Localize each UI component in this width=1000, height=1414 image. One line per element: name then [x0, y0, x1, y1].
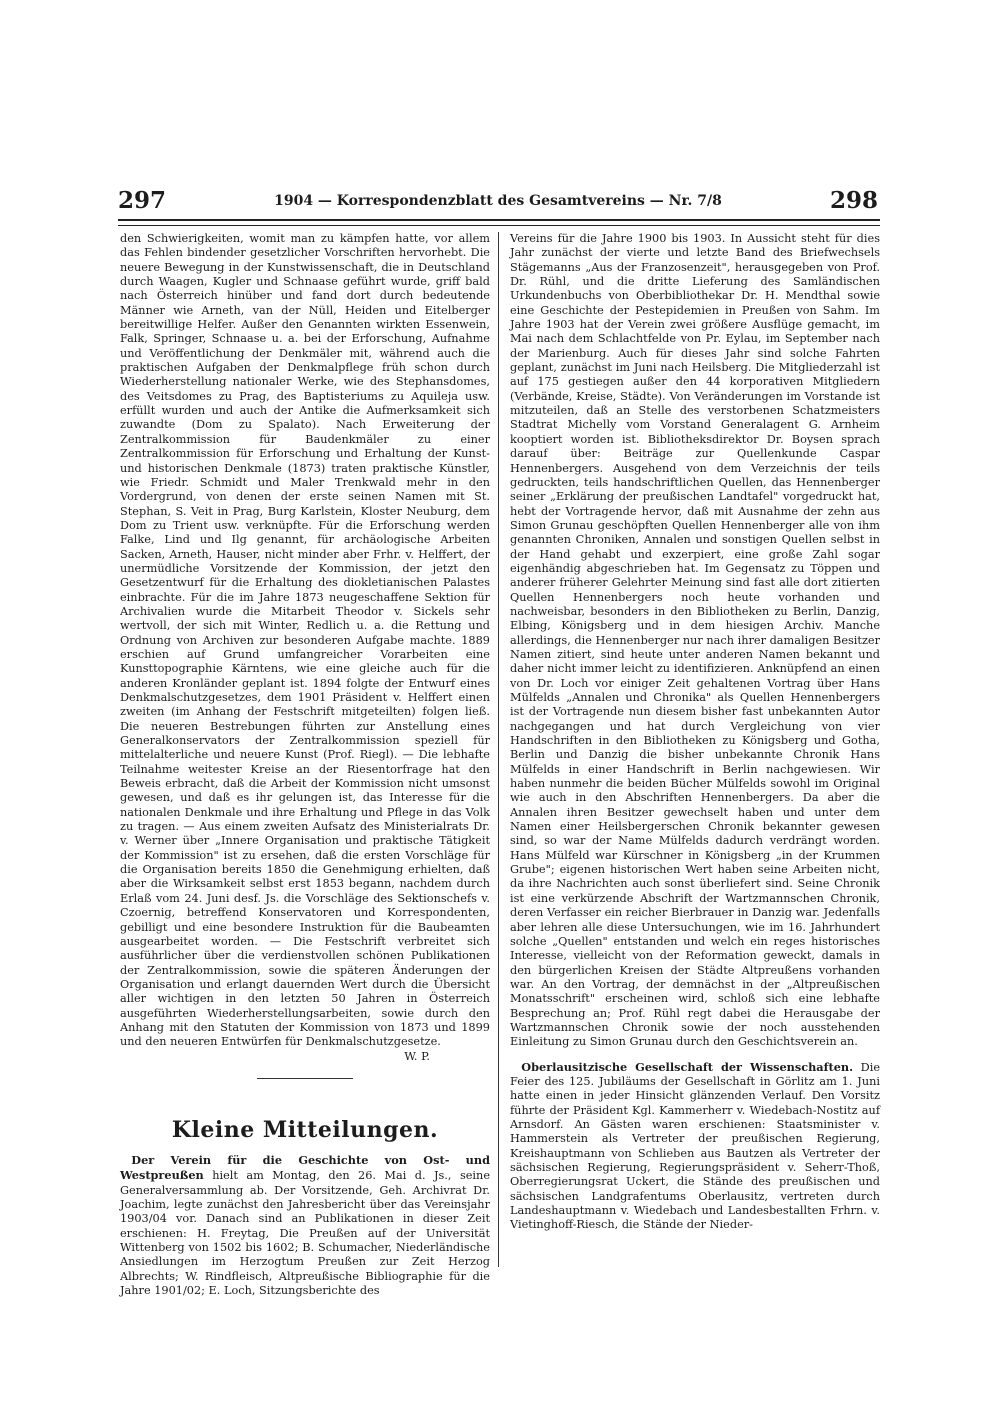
paragraph-gap: [510, 1050, 880, 1060]
paragraph-verein-ost-westpreussen: [120, 1153, 490, 1298]
page-header: [118, 188, 878, 214]
section-separator-rule: [257, 1078, 353, 1079]
section-heading: Kleine Mitteilungen.: [171, 1116, 439, 1143]
paragraph-body: hielt am Montag, den 26. Mai d. Js., seine Generalversammlung ab. Der Vorsitzende, Geh. Archivrat Dr. Joachim, legte zunächst den Jahresbericht über das Vereinsjahr 1903/04 vor. Danach sind an Publikationen in dieser Zeit erschienen: H. Freytag, Die Preußen auf der Universität Wittenberg von 1502 bis 1602; B. Schumacher, Niederländische Ansiedlungen im Herzogtum Preußen zur Zeit Herzog Albrechts; W. Rindfleisch, Altpreußische Bibliographie für die Jahre 1901/02; E. Loch, Sitzungsberichte des: [120, 1169, 491, 1298]
running-header-title: 1904 — Korrespondenzblatt des Gesamtvereins — Nr. 7/8: [274, 193, 722, 209]
column-divider: [498, 232, 499, 1267]
paragraph-lead: Oberlausitzische Gesellschaft der Wissenschaften.: [521, 1059, 854, 1074]
page-number-left: 297: [118, 187, 167, 214]
page-number-right: 298: [829, 187, 878, 214]
paragraph-verein-continuation: Vereins für die Jahre 1900 bis 1903. In Aussicht steht für dies Jahr zunächst der vierte und letzte Band des Briefwechsels Stägemanns „Aus der Franzosenzeit", herausgegeben von Prof. Dr. Rühl, und die dritte Lieferung des Samländischen Urkundenbuchs von Oberbibliothekar Dr. H. Mendthal sowie eine Geschichte der Pestepidemien in Preußen von Sahm. Im Jahre 1903 hat der Verein zwei größere Ausflüge gemacht, im Mai nach dem Schlachtfelde von Pr. Eylau, im September nach der Marienburg. Auch für dieses Jahr sind solche Fahrten geplant, zunächst im Juni nach Heilsberg. Die Mitgliederzahl ist auf 175 gestiegen außer den 44 korporativen Mitgliedern (Verbände, Kreise, Städte). Von Veränderungen im Vorstande ist mitzuteilen, daß an Stelle des verstorbenen Schatzmeisters Stadtrat Michelly vom Vorstand Generalagent G. Arnheim kooptiert worden ist. Bibliotheksdirektor Dr. Boysen sprach darauf über: Beiträge zur Quellenkunde Caspar Hennenbergers. Ausgehend von dem Verzeichnis der teils gedruckten, teils handschriftlichen Quellen, das Hennenberger seiner „Erklärung der preußischen Landtafel" vorgedruckt hat, hebt der Vortragende hervor, daß mit Ausnahme der zehn aus Simon Grunau geschöpften Quellen Hennenberger alle von ihm genannten Chroniken, Annalen und sonstigen Quellen selbst in der Hand gehabt und exzerpiert, eine große Zahl sogar eigenhändig abgeschrieben hat. Im Gegensatz zu Töppen und anderer früherer Gelehrter Meinung sind fast alle dort zitierten Quellen Hennenbergers noch heute vorhanden und nachweisbar, besonders in den Bibliotheken zu Berlin, Danzig, Elbing, Königsberg und in dem hiesigen Archiv. Manche allerdings, die Hennenberger nur nach ihrer damaligen Besitzer Namen zitiert, sind heute unter anderen Namen bekannt und daher nicht immer leicht zu identifizieren. Anknüpfend an einen von Dr. Loch vor einiger Zeit gehaltenen Vortrag über Hans Mülfelds „Annalen und Chronika" als Quellen Hennenbergers ist der Vortragende nun diesem bisher fast unbekannten Autor nachgegangen und hat durch Vergleichung von vier Handschriften in den Bibliotheken zu Königsberg und Gotha, Berlin und Danzig die bisher unbekannte Chronik Hans Mülfelds in einer Handschrift in Berlin nachgewiesen. Wir haben nunmehr die beiden Bücher Mülfelds sowohl im Original wie auch in den Abschriften Hennenbergers. Da aber die Annalen ihren Besitzer gewechselt haben und unter dem Namen einer Heilsbergerschen Chronik bekannter gewesen sind, so war der Name Mülfelds dadurch verdrängt worden. Hans Mülfeld war Kürschner in Königsberg „in der Krummen Grube"; eigenen historischen Wert haben seine Arbeiten nicht, da ihre Nachrichten auch sonst überliefert sind. Seine Chronik ist eine verkürzende Abschrift der Wartzmannschen Chronik, deren Verfasser ein reicher Bierbrauer in Danzig war. Jedenfalls aber lehren alle diese Untersuchungen, wie im 16. Jahrhundert solche „Quellen" entstanden und welch ein reges historisches Interesse, vielleicht von der Reformation geweckt, damals in den bürgerlichen Kreisen der Städte Altpreußens vorhanden war. An den Vortrag, der demnächst in der „Altpreußischen Monatsschrift" erscheinen wird, schloß sich eine lebhafte Besprechung an; Prof. Rühl regt dabei die Herausgabe der Wartzmannschen Chronik sowie der noch ausstehenden Einleitung zu Simon Grunau durch den Geschichtsverein an.: [510, 232, 880, 1049]
paragraph-body: Die Feier des 125. Jubiläums der Gesellschaft in Görlitz am 1. Juni hatte einen in jeder Hinsicht glänzenden Verlauf. Den Vorsitz führte der Präsident Kgl. Kammerherr v. Wiedebach-Nostitz auf Arnsdorf. An Gästen waren erschienen: Staatsminister v. Hammerstein als Vertreter der preußischen Regierung, Kreishauptmann von Schlieben aus Bautzen als Vertreter der sächsischen Regierung, Regierungspräsident v. Seherr-Thoß, Oberregierungsrat Uckert, die Stände des preußischen und sächsischen Landgrafentums Oberlausitz, vertreten durch Landeshauptmann v. Wiedebach und Landesbestallten Frhrn. v. Vietinghoff-Riesch, die Stände der Nieder-: [510, 1060, 881, 1232]
paragraph-oberlausitz: [510, 1060, 880, 1233]
author-signature: W. P.: [404, 1049, 430, 1063]
paragraph-review-continuation: den Schwierigkeiten, womit man zu kämpfen hatte, vor allem das Fehlen bindender gesetzlicher Vorschriften hervorhebt. Die neuere Bewegung in der Kunstwissenschaft, die in Deutschland durch Waagen, Kugler und Schnaase geführt wurde, griff bald nach Österreich hinüber und fand dort durch bedeutende Männer wie Arneth, van der Nüll, Heiden und Eitelberger bereitwillige Helfer. Außer den Genannten wirkten Essenwein, Falk, Springer, Schnaase u. a. bei der Erforschung, Aufnahme und Veröffentlichung der Denkmäler mit, während auch die praktischen Aufgaben der Denkmalpflege früh schon durch Wiederherstellung nationaler Werke, wie des Stephansdomes, des Veitsdomes zu Prag, des Baptisteriums zu Aquileja usw. erfüllt wurden und auch der Antike die Aufmerksamkeit sich zuwandte (Dom zu Spalato). Nach Erweiterung der Zentralkommission für Baudenkmäler zu einer Zentralkommission für Erforschung und Erhaltung der Kunst- und historischen Denkmale (1873) traten praktische Künstler, wie Friedr. Schmidt und Maler Trenkwald mehr in den Vordergrund, von denen der erste seinen Namen mit St. Stephan, S. Veit in Prag, Burg Karlstein, Kloster Neuburg, dem Dom zu Trient usw. verknüpfte. Für die Erforschung werden Falke, Lind und Ilg genannt, für archäologische Arbeiten Sacken, Arneth, Hauser, nicht minder aber Frhr. v. Helffert, der unermüdliche Vorsitzende der Kommission, der jetzt den Gesetzentwurf für die Erhaltung des diokletianischen Palastes einbrachte. Für die im Jahre 1873 neugeschaffene Sektion für Archivalien wurde die Mitarbeit Theodor v. Sickels sehr wertvoll, der sich mit Winter, Redlich u. a. die Rettung und Ordnung von Archiven zur besonderen Aufgabe machte. 1889 erschien auf Grund umfangreicher Vorarbeiten eine Kunsttopographie Kärntens, wie eine gleiche auch für die anderen Kronländer geplant ist. 1894 folgte der Entwurf eines Denkmalschutzgesetzes, dem 1901 Präsident v. Helffert einen zweiten (im Anhang der Festschrift mitgeteilten) folgen ließ. Die neueren Bestrebungen führten zur Anstellung eines Generalkonservators der Zentralkommission speziell für mittelalterliche und neuere Kunst (Prof. Riegl). — Die lebhafte Teilnahme weitester Kreise an der Riesentorfrage hat den Beweis erbracht, daß die Arbeit der Kommission nicht umsonst gewesen, und daß es ihr gelungen ist, das Interesse für die nationalen Denkmale und ihre Erhaltung und Pflege in das Volk zu tragen. — Aus einem zweiten Aufsatz des Ministerialrats Dr. v. Werner über „Innere Organisation und praktische Tätigkeit der Kommission" ist zu ersehen, daß die ersten Vorschläge für die Organisation bereits 1850 die Genehmigung erhielten, daß aber die Wirksamkeit selbst erst 1853 begann, nachdem durch Erlaß vom 24. Juni desf. Js. die Vorschläge des Sektionschefs v. Czoernig, betreffend Konservatoren und Korrespondenten, gebilligt und eine besondere Instruktion für die Baubeamten ausgearbeitet worden. — Die Festschrift verbreitet sich ausführlicher über die verdienstvollen schönen Publikationen der Zentralkommission, sowie die späteren Änderungen der Organisation und erlangt dauernden Wert durch die Übersicht aller wichtigen in den letzten 50 Jahren in Österreich ausgeführten Wiederherstellungsarbeiten, sowie durch den Anhang mit den Statuten der Kommission von 1873 und 1899 und den neueren Entwürfen für Denkmalschutzgesetze.: [120, 232, 490, 1049]
left-column: [120, 232, 490, 1298]
paragraph-lead: Der Verein für die Geschichte von Ost- und Westpreußen: [120, 1152, 490, 1183]
right-column: [510, 232, 880, 1233]
header-double-rule: [118, 219, 880, 226]
